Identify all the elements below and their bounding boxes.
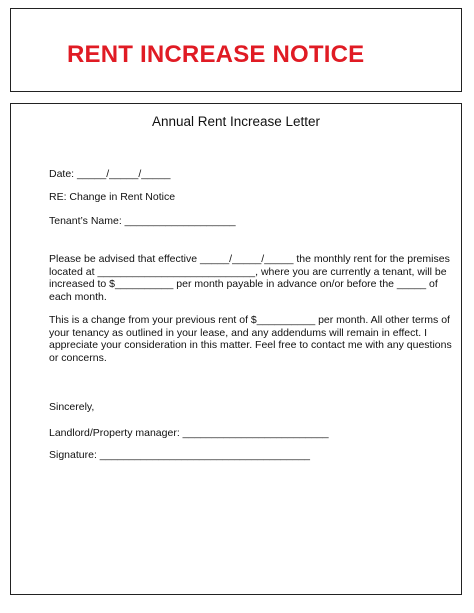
- date-line: Date: _____/_____/_____: [49, 168, 171, 180]
- paragraph-line: each month.: [49, 290, 107, 303]
- paragraph-rent-increase: [49, 253, 450, 303]
- paragraph-line: or concerns.: [49, 351, 107, 364]
- signature-line: Signature: ____________________________________: [49, 449, 311, 461]
- paragraph-line: your tenancy as outlined in your lease, and any addendums will remain in effect. I: [49, 326, 428, 339]
- letter-body: [10, 103, 462, 595]
- closing-line: Sincerely,: [49, 401, 95, 413]
- paragraph-line: Please be advised that effective _____/_____/_____ the monthly rent for the premises: [49, 253, 450, 265]
- paragraph-previous-rent: [49, 314, 452, 364]
- landlord-line: Landlord/Property manager: _________________________: [49, 427, 329, 439]
- letter-title: Annual Rent Increase Letter: [151, 114, 321, 129]
- paragraph-line: increased to $__________ per month payable in advance on/or before the _____ of: [49, 278, 438, 291]
- paragraph-line: appreciate your consideration in this matter. Feel free to contact me with any questions: [49, 339, 452, 352]
- paragraph-line: located at ___________________________, where you are currently a tenant, will be: [49, 265, 447, 278]
- tenant-name-line: Tenant’s Name: ___________________: [49, 215, 236, 227]
- header-box: [10, 8, 462, 92]
- re-line: RE: Change in Rent Notice: [49, 191, 176, 203]
- notice-heading: RENT INCREASE NOTICE: [67, 41, 365, 68]
- paragraph-line: This is a change from your previous rent of $__________ per month. All other terms of: [49, 314, 450, 326]
